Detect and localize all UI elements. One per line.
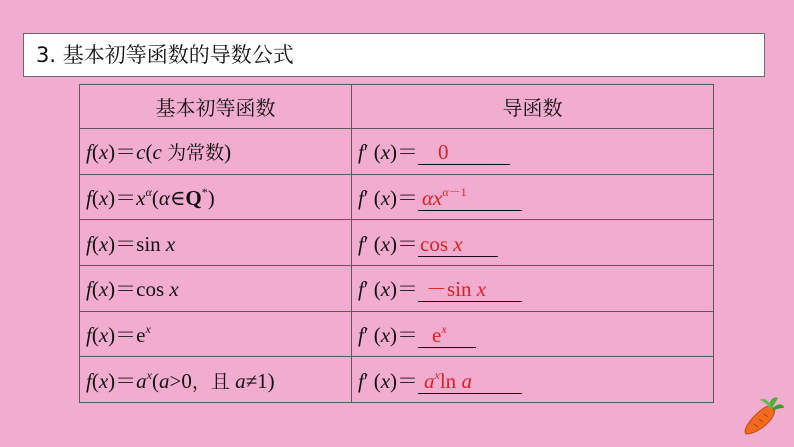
function-cell: f(x)＝cos x — [80, 266, 352, 312]
table-row — [80, 357, 714, 403]
title-box — [23, 33, 765, 77]
table-row — [80, 311, 714, 357]
table-row — [80, 266, 714, 312]
header-function: 基本初等函数 — [80, 85, 352, 129]
derivative-cell: f′ (x)＝ 0 — [352, 129, 714, 175]
answer-blank: 0 — [418, 140, 510, 165]
derivative-cell: f′ $(x)= a^x\ln$ a — [352, 357, 714, 403]
table-row — [80, 220, 714, 266]
section-title: 3. 基本初等函数的导数公式 — [36, 43, 294, 67]
carrot-icon — [738, 394, 786, 440]
function-cell: f(x)＝c(c 为常数) — [80, 129, 352, 175]
table-header-row — [80, 85, 714, 129]
answer-blank: $a^x\ln$ a — [418, 369, 522, 394]
function-cell: $f(x)=a^x(a>0$，且 a≠1) — [80, 357, 352, 403]
derivative-cell: f′ $(x)= \alpha x^{\alpha-1}$ — [352, 174, 714, 220]
function-cell: $f(x)=e^x$ — [80, 311, 352, 357]
function-cell: $f(x)=x^\alpha(\alpha\in Q^*)$ — [80, 174, 352, 220]
answer-blank: $\alpha x^{\alpha-1}$ — [418, 186, 522, 211]
derivative-cell: f′ $(x)= e^x$ — [352, 311, 714, 357]
table-row — [80, 129, 714, 175]
function-cell: f(x)＝sin x — [80, 220, 352, 266]
table-row — [80, 174, 714, 220]
answer-blank: cos x — [418, 232, 498, 257]
derivative-table — [79, 84, 714, 403]
answer-blank: －sin x — [418, 277, 522, 302]
derivative-cell: f′ (x)＝ －sin x — [352, 266, 714, 312]
header-derivative: 导函数 — [352, 85, 714, 129]
derivative-cell: f′ (x)＝cos x — [352, 220, 714, 266]
answer-blank: $e^x$ — [418, 323, 476, 348]
